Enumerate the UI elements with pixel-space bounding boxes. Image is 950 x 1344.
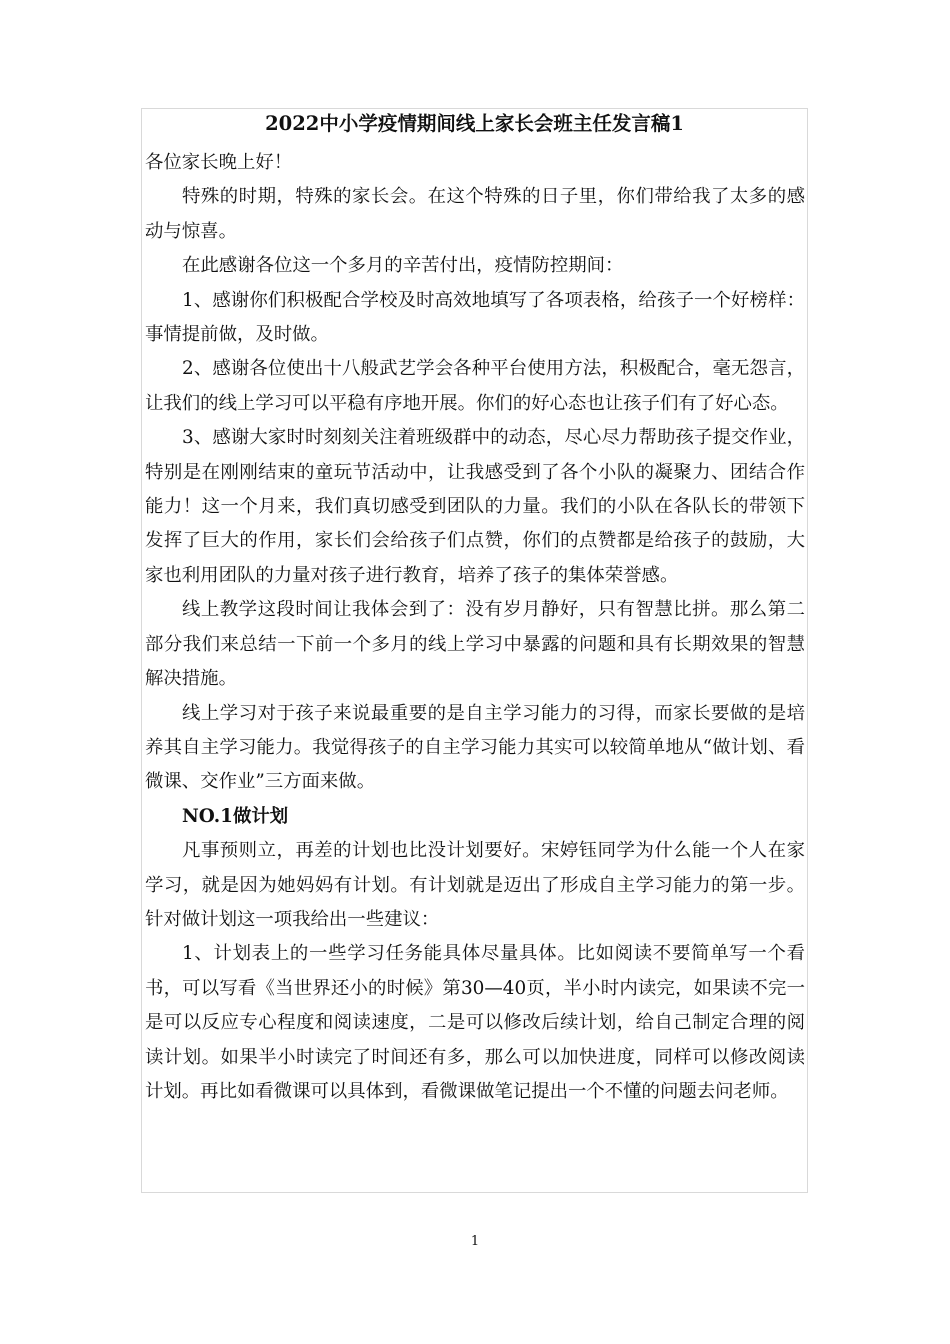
- paragraph: 在此感谢各位这一个多月的辛苦付出，疫情防控期间：: [182, 255, 624, 277]
- document-body: [145, 146, 805, 1109]
- greeting-paragraph: 各位家长晚上好！: [145, 152, 293, 173]
- paragraph: 1、感谢你们积极配合学校及时高效地填写了各项表格，给孩子一个好榜样：事情提前做，及时做。: [145, 289, 805, 346]
- paragraph: 线上教学这段时间让我体会到了：没有岁月静好，只有智慧比拼。那么第二部分我们来总结一下前一个多月的线上学习中暴露的问题和具有长期效果的智慧解决措施。: [145, 599, 805, 690]
- paragraph: 3、感谢大家时时刻刻关注着班级群中的动态，尽心尽力帮助孩子提交作业，特别是在刚刚结束的童玩节活动中，让我感受到了各个小队的凝聚力、团结合作能力！这一个月来，我们真切感受到团队的力量。我们的小队在各队长的带领下发挥了巨大的作用，家长们会给孩子们点赞，你们的点赞都是给孩子的鼓励，大家也利用团队的力量对孩子进行教育，培养了孩子的集体荣誉感。: [145, 427, 805, 586]
- document-title: 2022中小学疫情期间线上家长会班主任发言稿1: [265, 112, 684, 135]
- page-number: 1: [470, 1234, 480, 1249]
- section-heading: NO.1做计划: [182, 805, 289, 827]
- paragraph: 线上学习对于孩子来说最重要的是自主学习能力的习得，而家长要做的是培养其自主学习能力。我觉得孩子的自主学习能力其实可以较简单地从“做计划、看微课、交作业”三方面来做。: [145, 702, 805, 793]
- paragraph: 1、计划表上的一些学习任务能具体尽量具体。比如阅读不要简单写一个看书，可以写看《当世界还小的时候》第30—40页，半小时内读完，如果读不完一是可以反应专心程度和阅读速度，二是可以修改后续计划，给自己制定合理的阅读计划。如果半小时读完了时间还有多，那么可以加快进度，同样可以修改阅读计划。再比如看微课可以具体到，看微课做笔记提出一个不懂的问题去问老师。: [145, 943, 805, 1102]
- paragraph: 特殊的时期，特殊的家长会。在这个特殊的日子里，你们带给我了太多的感动与惊喜。: [145, 186, 805, 242]
- paragraph: 凡事预则立，再差的计划也比没计划要好。宋婷钰同学为什么能一个人在家学习，就是因为她妈妈有计划。有计划就是迈出了形成自主学习能力的第一步。针对做计划这一项我给出一些建议：: [145, 840, 805, 930]
- paragraph: 2、感谢各位使出十八般武艺学会各种平台使用方法，积极配合，毫无怨言，让我们的线上学习可以平稳有序地开展。你们的好心态也让孩子们有了好心态。: [145, 358, 805, 414]
